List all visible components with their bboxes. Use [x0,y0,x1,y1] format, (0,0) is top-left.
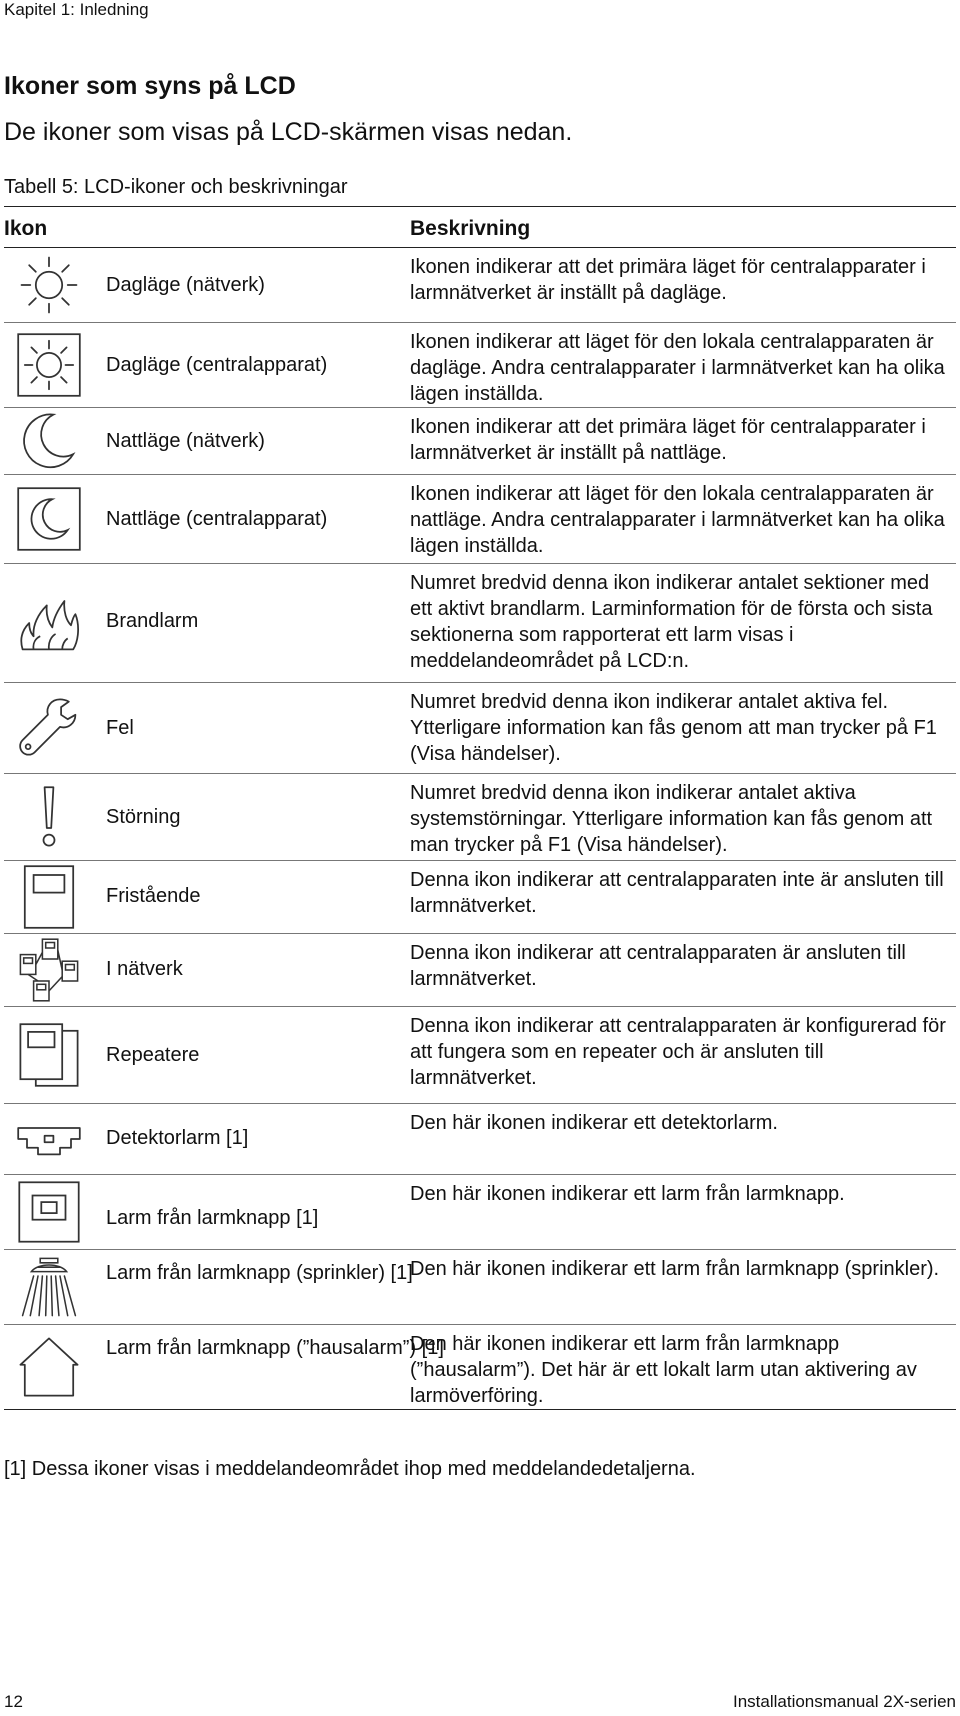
table-row [4,774,956,861]
table-row [4,1007,956,1104]
column-header-description: Beskrivning [410,217,531,240]
flame-icon [14,590,84,656]
icon-name: Nattläge (centralapparat) [106,508,328,530]
icon-description: Den här ikonen indikerar ett larm från larmknapp. [410,1183,845,1205]
icon-description: Den här ikonen indikerar ett detektorlarm. [410,1112,778,1134]
icon-name: Dagläge (nätverk) [106,274,265,296]
table-row [4,248,956,323]
icon-name: Detektorlarm [1] [106,1127,249,1149]
table-row [4,1325,956,1409]
table-row [4,408,956,475]
icon-name: Nattläge (nätverk) [106,430,265,452]
wrench-icon [14,695,84,761]
network-panels-icon [14,937,84,1003]
icon-description: Denna ikon indikerar att centralapparaten är konfigurerad för att fungera som en repeater och är ansluten till larmnätverket. [410,1015,946,1089]
icon-name: Larm från larmknapp (sprinkler) [1] [106,1262,413,1284]
icon-description: Numret bredvid denna ikon indikerar antalet aktiva fel. Ytterligare information kan fås genom att man trycker på F1 (Visa händelser). [410,691,937,765]
house-icon [14,1334,84,1400]
table-bottom-rule [4,1409,956,1410]
table-header-row [4,207,956,248]
table-row [4,564,956,683]
table-row [4,1175,956,1250]
table-row [4,1104,956,1175]
table-row [4,323,956,408]
icon-name: Larm från larmknapp [1] [106,1207,319,1229]
table-caption: Tabell 5: LCD-ikoner och beskrivningar [4,176,348,198]
table-row [4,934,956,1007]
icon-description: Den här ikonen indikerar ett larm från larmknapp (sprinkler). [410,1258,940,1280]
exclamation-icon [14,784,84,850]
column-header-icon: Ikon [4,217,48,240]
manual-title: Installationsmanual 2X-serien [732,1692,956,1711]
icon-description: Denna ikon indikerar att centralapparaten inte är ansluten till larmnätverket. [410,869,944,917]
icon-description: Ikonen indikerar att det primära läget för centralapparater i larmnätverket är inställt på nattläge. [410,416,926,464]
icon-name: Fristående [106,885,201,907]
icon-name: I nätverk [106,958,183,980]
chapter-header: Kapitel 1: Inledning [4,0,149,19]
table-row [4,861,956,934]
standalone-panel-icon [14,864,84,930]
table-row [4,475,956,564]
moon-box-icon [14,486,84,552]
icon-name: Fel [106,717,134,739]
icon-description: Numret bredvid denna ikon indikerar antalet sektioner med ett aktivt brandlarm. Larminformation för de första och sista sektionerna som rapporterat ett larm visas i meddelandeområdet på LCD:n. [410,572,933,672]
sun-icon [14,252,84,318]
repeater-icon [14,1022,84,1088]
icon-table [4,206,956,1410]
icon-name: Dagläge (centralapparat) [106,354,328,376]
icon-description: Den här ikonen indikerar ett larm från larmknapp (”hausalarm”). Det här är ett lokalt larm utan aktivering av larmöverföring. [410,1333,917,1407]
section-title: Ikoner som syns på LCD [4,72,296,100]
sun-box-icon [14,332,84,398]
page-number: 12 [4,1692,23,1711]
section-intro: De ikoner som visas på LCD-skärmen visas nedan. [4,118,573,146]
icon-name: Larm från larmknapp (”hausalarm”) [1] [106,1337,444,1359]
icon-description: Ikonen indikerar att det primära läget för centralapparater i larmnätverket är inställt på dagläge. [410,256,926,304]
detector-icon [14,1106,84,1172]
icon-description: Numret bredvid denna ikon indikerar antalet aktiva systemstörningar. Ytterligare information kan fås genom att man trycker på F1 (Visa händelser). [410,782,933,856]
moon-icon [14,409,84,473]
icon-name: Repeatere [106,1044,200,1066]
icon-name: Brandlarm [106,610,199,632]
sprinkler-icon [14,1254,84,1320]
footnote: [1] Dessa ikoner visas i meddelandeområdet ihop med meddelandedetaljerna. [4,1458,696,1480]
icon-description: Ikonen indikerar att läget för den lokala centralapparaten är dagläge. Andra centralapparater i larmnätverket kan ha olika lägen inställda. [410,331,945,405]
icon-name: Störning [106,806,181,828]
call-point-icon [14,1179,84,1245]
table-row [4,683,956,774]
table-row [4,1250,956,1325]
icon-description: Ikonen indikerar att läget för den lokala centralapparaten är nattläge. Andra centralapparater i larmnätverket kan ha olika lägen inställda. [410,483,945,557]
icon-description: Denna ikon indikerar att centralapparaten är ansluten till larmnätverket. [410,942,906,990]
